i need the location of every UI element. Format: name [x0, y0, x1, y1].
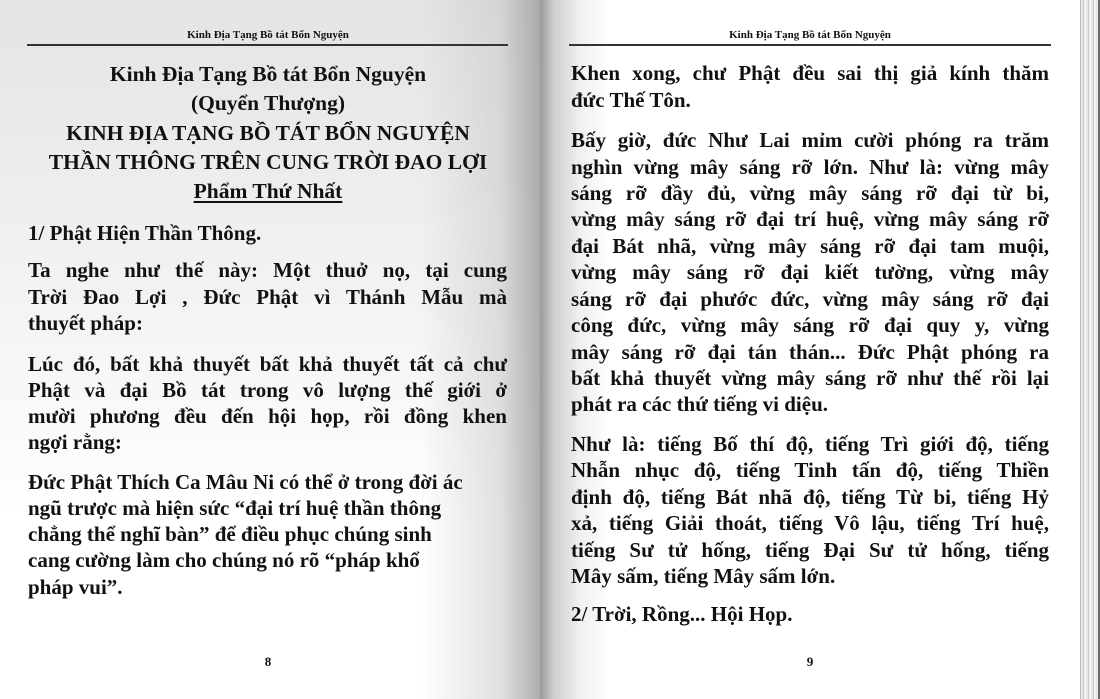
- chapter-subtitle-text: Phẩm Thứ Nhất: [193, 179, 343, 203]
- paragraph-line: Đức Phật Thích Ca Mâu Ni có thể ở trong đời ác: [28, 470, 463, 494]
- header-rule: [569, 44, 1051, 46]
- paragraph-line: nghìn vừng mây sáng rỡ lớn. Như là: vừng mây: [571, 155, 1049, 179]
- paragraph-line: Phật và đại Bồ tát trong vô lượng thế giới ở: [28, 378, 507, 402]
- paragraph-line: đại Bát nhã, vừng mây sáng rỡ đại tam muội,: [571, 234, 1049, 258]
- paragraph-line: mây sáng rỡ đại tán thán... Đức Phật phóng ra: [571, 340, 1049, 364]
- paragraph-line: đức Thế Tôn.: [571, 88, 691, 112]
- paragraph-line: bất khả thuyết vừng mây sáng rỡ như thế rồi lại: [571, 366, 1049, 390]
- paragraph-line: Như là: tiếng Bố thí độ, tiếng Trì giới độ, tiếng: [571, 432, 1049, 456]
- paragraph-line: Mây sấm, tiếng Mây sấm lớn.: [571, 564, 836, 588]
- paragraph-line: ngợi rằng:: [28, 430, 122, 454]
- paragraph-line: Trời Đao Lợi , Đức Phật vì Thánh Mẫu mà: [28, 285, 507, 309]
- header-rule: [27, 44, 508, 46]
- page-number: 9: [806, 654, 814, 669]
- title-line: Kinh Địa Tạng Bồ tát Bổn Nguyện: [109, 62, 427, 86]
- running-header: Kinh Địa Tạng Bồ tát Bổn Nguyện: [729, 29, 891, 41]
- running-header: Kinh Địa Tạng Bồ tát Bổn Nguyện: [187, 29, 349, 41]
- chapter-title-line: KINH ĐỊA TẠNG BỒ TÁT BỔN NGUYỆN: [66, 121, 470, 145]
- paragraph-line: công đức, vừng mây sáng rỡ đại quy y, vừng: [571, 313, 1049, 337]
- section-heading: 1/ Phật Hiện Thần Thông.: [28, 221, 262, 245]
- paragraph-line: sáng rỡ đầy đủ, vừng mây sáng rỡ đại từ bi,: [571, 181, 1049, 205]
- paragraph-line: pháp vui”.: [28, 575, 123, 599]
- paragraph-line: vừng mây sáng rỡ đại trí huệ, vừng mây sáng rỡ: [571, 207, 1049, 231]
- paragraph-line: xả, tiếng Giải thoát, tiếng Vô lậu, tiếng Trí huệ,: [571, 511, 1049, 535]
- book-page-edges: [1080, 0, 1100, 699]
- paragraph-line: Khen xong, chư Phật đều sai thị giả kính thăm: [571, 61, 1049, 85]
- paragraph-line: ngũ trược mà hiện sức “đại trí huệ thần thông: [28, 496, 442, 520]
- paragraph-line: phát ra các thứ tiếng vi diệu.: [571, 392, 829, 416]
- chapter-title-line: THẦN THÔNG TRÊN CUNG TRỜI ĐAO LỢI: [48, 150, 488, 174]
- left-page: [0, 0, 540, 699]
- paragraph-line: định độ, tiếng Bát nhã độ, tiếng Từ bi, tiếng Hỷ: [571, 485, 1049, 509]
- paragraph-line: Nhẫn nhục độ, tiếng Tinh tấn độ, tiếng Thiền: [571, 458, 1049, 482]
- paragraph-line: Lúc đó, bất khả thuyết bất khả thuyết tất cả chư: [28, 352, 507, 376]
- right-page: [540, 0, 1080, 699]
- paragraph-line: thuyết pháp:: [28, 311, 143, 335]
- page-number: 8: [264, 654, 272, 669]
- paragraph-line: chẳng thể nghĩ bàn” để điều phục chúng sinh: [28, 522, 432, 546]
- paragraph-line: sáng rỡ đại phước đức, vừng mây sáng rỡ đại: [571, 287, 1049, 311]
- subtitle-line: (Quyển Thượng): [190, 91, 346, 115]
- paragraph-line: cang cường làm cho chúng nó rõ “pháp khổ: [28, 548, 420, 572]
- paragraph-line: Ta nghe như thế này: Một thuở nọ, tại cung: [28, 258, 507, 282]
- chapter-subtitle: [28, 179, 508, 203]
- paragraph-line: mười phương đều đến hội họp, rồi đồng khen: [28, 404, 507, 428]
- paragraph-line: tiếng Sư tử hống, tiếng Đại Sư tử hống, tiếng: [571, 538, 1049, 562]
- paragraph-line: vừng mây sáng rỡ đại kiết tường, vừng mây: [571, 260, 1049, 284]
- paragraph-line: Bấy giờ, đức Như Lai mỉm cười phóng ra trăm: [571, 128, 1049, 152]
- section-heading: 2/ Trời, Rồng... Hội Họp.: [571, 602, 793, 626]
